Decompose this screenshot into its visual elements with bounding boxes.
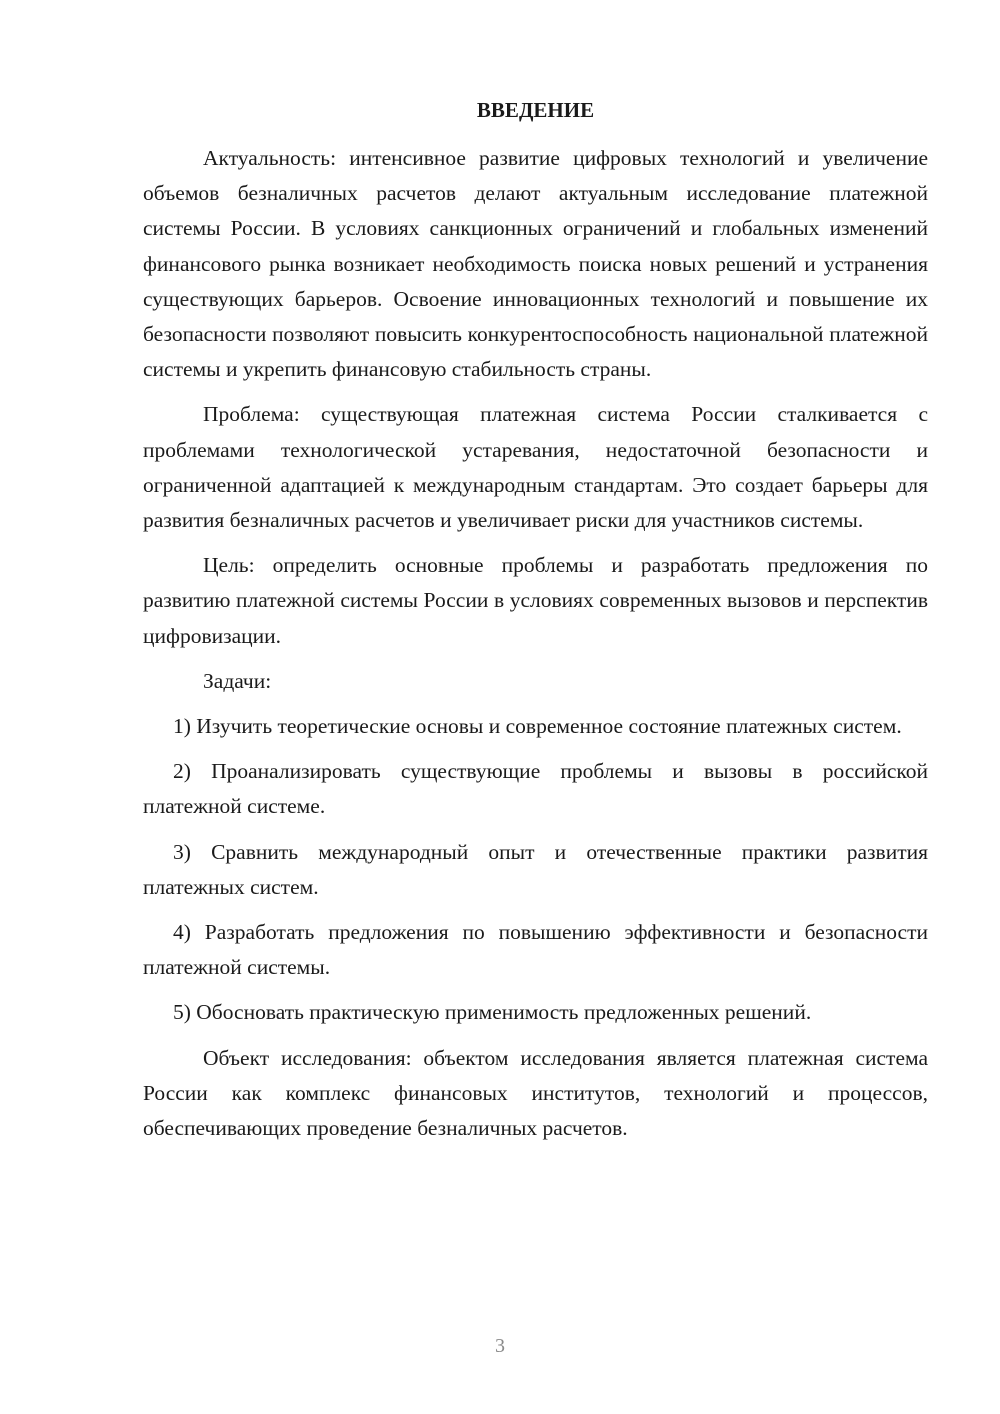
paragraph-object: Объект исследования: объектом исследования является платежная система России как комплекс финансовых институтов, технологий и процессов, обеспечивающих проведение безналичных расчетов. bbox=[143, 1045, 928, 1141]
paragraph-problem: Проблема: существующая платежная система России сталкивается с проблемами технологической устаревания, недостаточной безопасности и ограниченной адаптацией к международным стандартам. Это создает барьеры для развития безналичных расчетов и увеличивает риски для участников системы. bbox=[143, 402, 928, 533]
tasks-heading: Задачи: bbox=[203, 668, 272, 693]
paragraph-relevance: Актуальность: интенсивное развитие цифровых технологий и увеличение объемов безналичных расчетов делают актуальным исследование платежной системы России. В условиях санкционных ограничений и глобальных изменений финансового рынка возникает необходимость поиска новых решений и устранения существующих барьеров. Освоение инновационных технологий и повышение их безопасности позволяют повысить конкурентоспособность национальной платежной системы и укрепить финансовую стабильность страны. bbox=[143, 146, 928, 382]
task-item-2: 2) Проанализировать существующие проблемы и вызовы в российской платежной системе. bbox=[143, 759, 928, 819]
task-item-5: 5) Обосновать практическую применимость предложенных решений. bbox=[173, 1000, 812, 1025]
paragraph-goal: Цель: определить основные проблемы и разработать предложения по развитию платежной системы России в условиях современных вызовов и перспектив цифровизации. bbox=[143, 553, 928, 648]
task-item-3: 3) Сравнить международный опыт и отечественные практики развития платежных систем. bbox=[143, 839, 928, 899]
page-title: ВВЕДЕНИЕ bbox=[476, 98, 595, 122]
task-item-1: 1) Изучить теоретические основы и современное состояние платежных систем. bbox=[173, 714, 902, 739]
task-item-4: 4) Разработать предложения по повышению эффективности и безопасности платежной системы. bbox=[143, 920, 928, 980]
document-body bbox=[143, 141, 928, 1146]
page-number: 3 bbox=[495, 1335, 505, 1357]
